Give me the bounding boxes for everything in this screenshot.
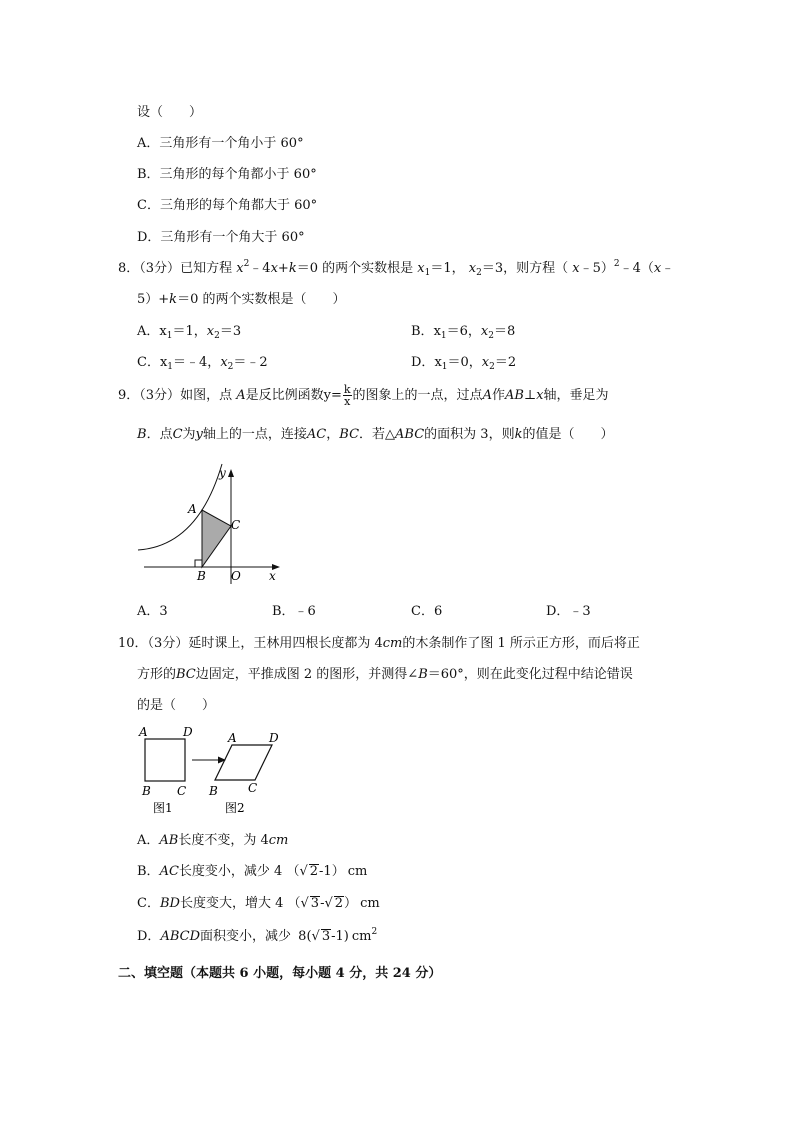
fig2-caption: 图2 bbox=[225, 801, 245, 815]
q8-stem-line1: 8．（3分）已知方程 $x^2﹣4x+k=0$ 的两个实数根是 $x_1=1$， $x_2=3$，则方程（ x﹣5）$^2$﹣4（x﹣ bbox=[118, 259, 675, 278]
q8-option-c: C．$x_1=﹣4$，$x_2=﹣2$ bbox=[137, 355, 268, 372]
q9-option-b: B．﹣6 bbox=[272, 604, 316, 619]
triangle-abc bbox=[202, 510, 231, 567]
q7-option-d: D．三角形有一个角大于 60° bbox=[137, 230, 305, 245]
q9-stem-line1: 9．（3分）如图，点 A是反比例函数y= $\frac{k}{x}$ 的图象上的一点，过点A作AB⊥x轴，垂足为 bbox=[118, 383, 609, 408]
q10-stem-line2: 方形的BC边固定，平推成图 2 的图形，并测得∠B＝60°，则在此变化过程中结论错误 bbox=[137, 667, 633, 682]
fig1-caption: 图1 bbox=[153, 801, 173, 815]
q9-option-a: A．3 bbox=[137, 604, 168, 619]
q8-option-b: B．$x_1=6$，$x_2=8$ bbox=[411, 324, 516, 341]
label-o: O bbox=[231, 569, 241, 583]
q8-option-d: D．$x_1=0$，$x_2=2$ bbox=[411, 355, 517, 372]
q9-option-c: C．6 bbox=[411, 604, 443, 619]
q10-stem-line1: 10．（3分）延时课上，王林用四根长度都为 4cm的木条制作了图 1 所示正方形，而后将正 bbox=[118, 636, 640, 651]
fig2-label-a: A bbox=[228, 731, 237, 745]
y-axis-arrow bbox=[228, 469, 234, 477]
fig1-label-c: C bbox=[177, 784, 187, 798]
q10-stem-line3: 的是（ ） bbox=[137, 698, 216, 713]
q8-stem-line2: 5）+k＝0 的两个实数根是（ ） bbox=[137, 292, 346, 307]
fig1-label-d: D bbox=[183, 725, 193, 739]
fig2-label-d: D bbox=[269, 731, 279, 745]
fig1-label-a: A bbox=[139, 725, 148, 739]
label-b: B bbox=[197, 569, 206, 583]
q10-option-c: C．BD长度变大，增大 4 （√ 3-√ 2） cm bbox=[137, 896, 380, 911]
q7-stem-tail: 设（ ） bbox=[137, 105, 203, 120]
q10-option-b: B．AC长度变小，减少 4 （√ 2-1） cm bbox=[137, 864, 368, 879]
q9-option-d: D．﹣3 bbox=[546, 604, 591, 619]
q10-option-d: D．ABCD面积变小，减少 8(√ 3-1) $cm^2$ bbox=[137, 927, 378, 944]
q9-stem-line2: B．点C为y轴上的一点，连接AC，BC．若△ABC的面积为 3，则k的值是（ ） bbox=[137, 427, 614, 442]
label-a: A bbox=[188, 502, 197, 516]
q10-figure bbox=[134, 722, 294, 822]
fig2-label-c: C bbox=[248, 781, 258, 795]
q10-option-a: A．AB长度不变，为 4cm bbox=[137, 833, 289, 848]
label-x: x bbox=[269, 569, 276, 583]
q8-option-a: A．$x_1=1$，$x_2=3$ bbox=[137, 324, 242, 341]
parallelogram-fig2 bbox=[215, 745, 272, 780]
q9-figure bbox=[130, 462, 290, 587]
q7-option-b: B．三角形的每个角都小于 60° bbox=[137, 167, 317, 182]
square-fig1 bbox=[145, 739, 185, 781]
q7-option-c: C．三角形的每个角都大于 60° bbox=[137, 198, 318, 213]
label-c: C bbox=[231, 518, 241, 532]
fig2-label-b: B bbox=[209, 784, 218, 798]
fraction-k-over-x: $\frac{k}{x}$ bbox=[343, 383, 351, 408]
right-angle-mark bbox=[195, 560, 202, 567]
fig1-label-b: B bbox=[142, 784, 151, 798]
label-y: y bbox=[219, 466, 226, 480]
section-2-title: 二、填空题（本题共 6 小题，每小题 4 分，共 24 分） bbox=[118, 966, 442, 981]
q7-option-a: A．三角形有一个角小于 60° bbox=[137, 136, 304, 151]
